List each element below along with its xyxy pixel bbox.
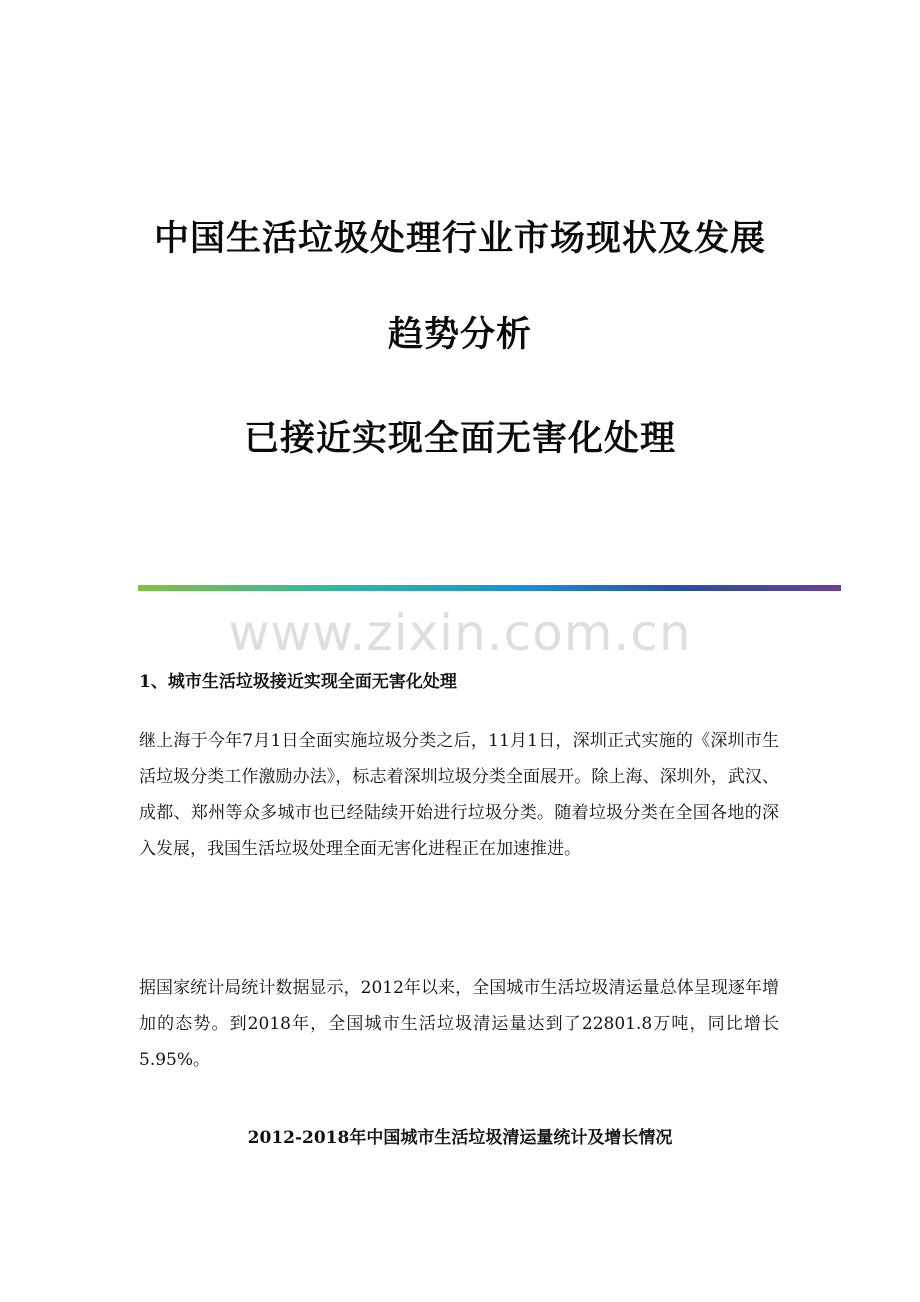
document-title-line-1: 中国生活垃圾处理行业市场现状及发展 xyxy=(153,219,766,259)
body-paragraph-2: 据国家统计局统计数据显示，2012年以来，全国城市生活垃圾清运量总体呈现逐年增加的态势。到2018年，全国城市生活垃圾清运量达到了22801.8万吨，同比增长5.95%。 xyxy=(139,978,779,1070)
gradient-divider xyxy=(138,585,841,591)
body-paragraph-1: 继上海于今年7月1日全面实施垃圾分类之后，11月1日，深圳正式实施的《深圳市生活垃圾分类工作激励办法》，标志着深圳垃圾分类全面展开。除上海、深圳外，武汉、成都、郑州等众多城市也已经陆续开始进行垃圾分类。随着垃圾分类在全国各地的深入发展，我国生活垃圾处理全面无害化进程正在加速推进。 xyxy=(139,731,779,859)
watermark: www.zixin.com.cn xyxy=(228,604,692,662)
document-subtitle: 已接近实现全面无害化处理 xyxy=(243,419,676,459)
document-title-line-2: 趋势分析 xyxy=(387,315,532,355)
figure-caption: 2012-2018年中国城市生活垃圾清运量统计及增长情况 xyxy=(247,1128,673,1148)
section-heading: 1、城市生活垃圾接近实现全面无害化处理 xyxy=(139,672,457,692)
